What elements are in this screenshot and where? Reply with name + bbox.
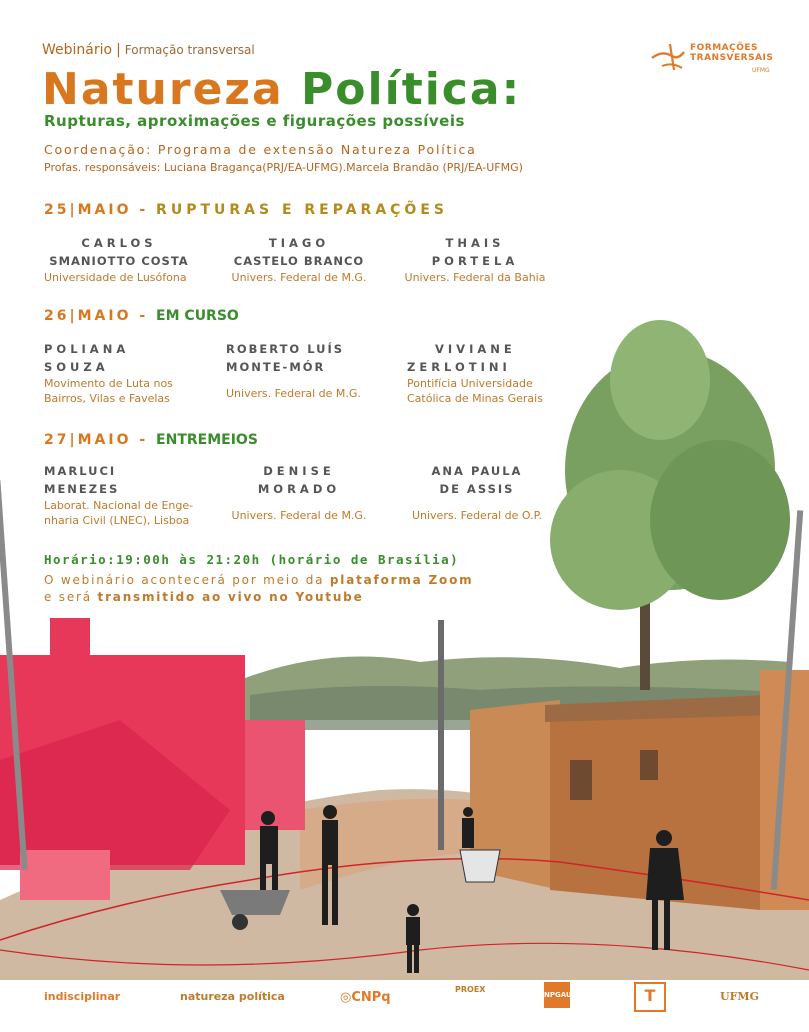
speaker-first-name: CARLOS bbox=[81, 236, 157, 250]
title-part2: Política: bbox=[301, 64, 522, 115]
speaker-card bbox=[400, 234, 550, 285]
speaker-last-name: DE ASSIS bbox=[439, 482, 515, 496]
note-line1-a: O webinário acontecerá por meio da bbox=[44, 573, 330, 587]
speaker-affiliation-line2: nharia Civil (LNEC), Lisboa bbox=[44, 514, 190, 527]
logo-line2: TRANSVERSAIS bbox=[690, 53, 774, 63]
day-date: 27|MAIO bbox=[44, 432, 132, 448]
speaker-first-name: THAIS bbox=[445, 236, 505, 250]
speaker-first-name: ANA PAULA bbox=[431, 464, 523, 478]
speaker-first-name: MARLUCI bbox=[44, 464, 117, 478]
day-section: ENTREMEIOS bbox=[156, 432, 258, 448]
logo-natureza-politica: natureza política bbox=[180, 990, 285, 1003]
day-section: RUPTURAS E REPARAÇÕES bbox=[156, 202, 448, 218]
webinar-text: Webinário bbox=[42, 42, 113, 58]
day-date: 25|MAIO bbox=[44, 202, 132, 218]
speaker-last-name: MENEZES bbox=[44, 482, 120, 496]
logo-cnpq: ◎CNPq bbox=[340, 990, 391, 1005]
coordination-text: Coordenação: Programa de extensão Natureza Política bbox=[44, 142, 477, 157]
webinar-sublabel: Formação transversal bbox=[124, 43, 255, 57]
speaker-last-name: SMANIOTTO COSTA bbox=[49, 254, 189, 268]
logo-t: T bbox=[634, 982, 666, 1012]
main-title bbox=[42, 62, 521, 118]
note-line2-a: e será bbox=[44, 590, 98, 604]
day-section: EM CURSO bbox=[156, 308, 239, 324]
speaker-affiliation-line2: Católica de Minas Gerais bbox=[407, 392, 543, 405]
speaker-last-name: PORTELA bbox=[431, 254, 519, 268]
speaker-affiliation: Movimento de Luta nos bbox=[44, 377, 173, 390]
day-dash: - bbox=[139, 432, 149, 448]
note-line2-b: transmitido ao vivo no Youtube bbox=[97, 590, 364, 604]
subtitle: Rupturas, aproximações e figurações possíveis bbox=[44, 112, 465, 130]
speaker-card bbox=[224, 234, 374, 285]
logo-npgau: NPGAU bbox=[544, 982, 570, 1008]
logo-wordmark bbox=[690, 43, 773, 63]
logo-cnpq-text: CNPq bbox=[351, 990, 391, 1005]
logo-indisciplinar: indisciplinar bbox=[44, 990, 121, 1003]
day-heading-25 bbox=[44, 202, 448, 218]
speaker-affiliation: Laborat. Nacional de Enge- bbox=[44, 499, 194, 512]
speaker-last-name: CASTELO BRANCO bbox=[233, 254, 365, 268]
speaker-last-name: SOUZA bbox=[44, 360, 109, 374]
speaker-first-name: DENISE bbox=[263, 464, 335, 478]
title-part1: Natureza bbox=[42, 64, 284, 115]
logo-line3: UFMG bbox=[752, 67, 770, 74]
speaker-affiliation: Universidade de Lusófona bbox=[44, 271, 187, 284]
speaker-first-name: VIVIANE bbox=[435, 342, 516, 356]
speaker-affiliation-line2: Bairros, Vilas e Favelas bbox=[44, 392, 170, 405]
speaker-card bbox=[44, 234, 194, 285]
webinar-label bbox=[42, 42, 255, 58]
speaker-last-name: ZERLOTINI bbox=[407, 360, 511, 374]
header-separator: | bbox=[116, 42, 121, 58]
day-dash: - bbox=[139, 308, 149, 324]
speaker-last-name: MONTE-MÓR bbox=[226, 360, 326, 374]
speaker-affiliation: Univers. Federal de M.G. bbox=[231, 271, 367, 284]
speaker-first-name: POLIANA bbox=[44, 342, 130, 356]
speaker-affiliation: Univers. Federal de O.P. bbox=[411, 509, 543, 522]
favela-collage-illustration bbox=[0, 290, 809, 980]
professors-text: Profas. responsáveis: Luciana Bragança(PRJ/EA-UFMG).Marcela Brandão (PRJ/EA-UFMG) bbox=[44, 161, 523, 174]
speaker-affiliation: Univers. Federal da Bahia bbox=[404, 271, 546, 284]
logo-line1: FORMAÇÕES bbox=[690, 43, 759, 53]
speaker-last-name: MORADO bbox=[257, 482, 341, 496]
bucket bbox=[460, 850, 500, 882]
wheelbarrow bbox=[220, 890, 290, 915]
speaker-affiliation: Univers. Federal de M.G. bbox=[231, 509, 367, 522]
note-line1-b: plataforma Zoom bbox=[329, 573, 474, 587]
speaker-affiliation: Univers. Federal de M.G. bbox=[226, 387, 361, 400]
speaker-affiliation: Pontifícia Universidade bbox=[407, 377, 533, 390]
speaker-first-name: TIAGO bbox=[268, 236, 330, 250]
day-dash: - bbox=[139, 202, 149, 218]
schedule-text: Horário:19:00h às 21:20h (horário de Brasília) bbox=[44, 552, 460, 567]
speaker-first-name: ROBERTO LUÍS bbox=[226, 342, 345, 356]
logo-proex: PROEX bbox=[455, 985, 486, 994]
day-date: 26|MAIO bbox=[44, 308, 132, 324]
logo-ufmg: UFMG bbox=[720, 990, 759, 1003]
